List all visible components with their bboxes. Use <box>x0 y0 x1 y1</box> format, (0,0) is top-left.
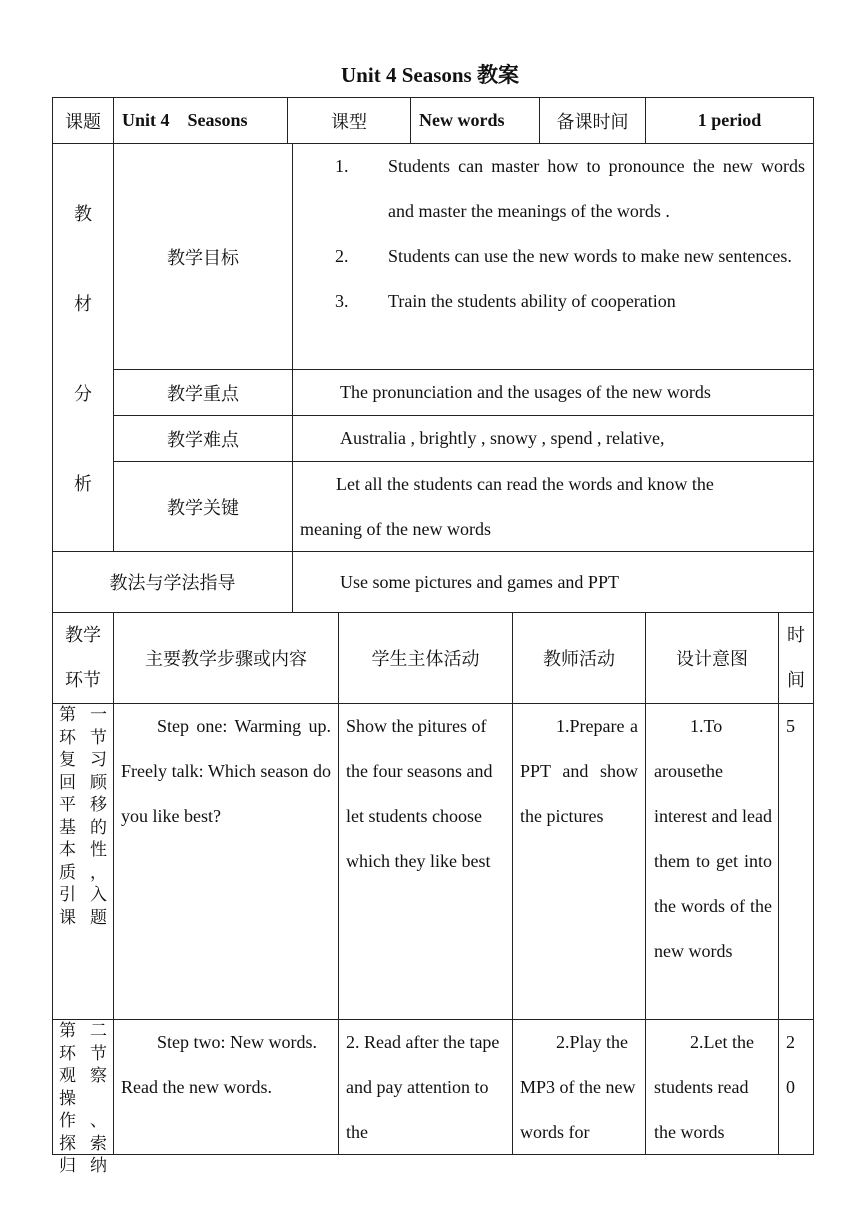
teacher-activity-1-cell: 1.Prepare a PPT and show the pictures <box>520 716 638 826</box>
time-1-cell: 5 <box>786 716 795 736</box>
time-header: 时 间 <box>787 625 805 691</box>
type-value: New words <box>419 110 505 130</box>
type-label: 课型 <box>331 111 367 133</box>
steps-2-cell: Step two: New words. Read the new words. <box>121 1032 317 1097</box>
student-activity-1-cell: Show the pitures of the four seasons and let students choose which they like best <box>346 716 493 871</box>
design-intent-header: 设计意图 <box>676 649 748 670</box>
goal-item: 1. Students can master how to pronounce the new words and master the meanings of the words . <box>335 156 805 221</box>
design-intent-1-cell: 1.To arousethe interest and lead them to get into the words of the new words <box>654 716 772 961</box>
method-value: Use some pictures and games and PPT <box>340 572 619 592</box>
material-analysis-label: 教 材 分 析 <box>74 204 92 495</box>
crux-label: 教学关键 <box>167 497 239 519</box>
stage-2-cell: 第 二 环 节观 察操作、探 索归 纳 <box>59 1021 107 1176</box>
method-label: 教法与学法指导 <box>109 573 236 594</box>
teacher-activity-2-cell: 2.Play the MP3 of the new words for <box>520 1032 636 1142</box>
steps-header: 主要教学步骤或内容 <box>145 649 307 670</box>
key-points-value: The pronunciation and the usages of the new words <box>340 382 711 402</box>
goals-label: 教学目标 <box>167 247 239 269</box>
steps-1-cell: Step one: Warming up. Freely talk: Which season do you like best? <box>121 716 331 826</box>
goal-item: 2. Students can use the new words to make new sentences. <box>335 246 792 266</box>
design-intent-2-cell: 2.Let the students read the words <box>654 1032 754 1142</box>
student-activity-header: 学生主体活动 <box>371 649 480 670</box>
document-title: Unit 4 Seasons 教案 <box>341 63 519 87</box>
stage-1-cell: 第 一 环 节复 习 回 顾平 移 基的 本 性质，引入 课题 <box>59 705 107 928</box>
prep-time-label: 备课时间 <box>556 111 629 133</box>
stage-header: 教学 环节 <box>65 625 101 691</box>
topic-label: 课题 <box>65 111 101 133</box>
teacher-activity-header: 教师活动 <box>543 649 615 670</box>
difficulty-label: 教学难点 <box>167 429 239 451</box>
time-2-cell: 20 <box>786 1032 795 1097</box>
goals-list <box>293 144 805 369</box>
crux-value: Let all the students can read the words and know the meaning of the new words <box>300 474 714 539</box>
prep-time-value: 1 period <box>697 110 762 130</box>
student-activity-2-cell: 2. Read after the tape and pay attention to the <box>346 1032 500 1142</box>
difficulty-value: Australia , brightly , snowy , spend , relative, <box>340 428 665 448</box>
goal-item: 3. Train the students ability of cooperation <box>335 291 676 311</box>
topic-value: Unit 4 Seasons <box>122 110 248 130</box>
key-points-label: 教学重点 <box>167 383 239 405</box>
